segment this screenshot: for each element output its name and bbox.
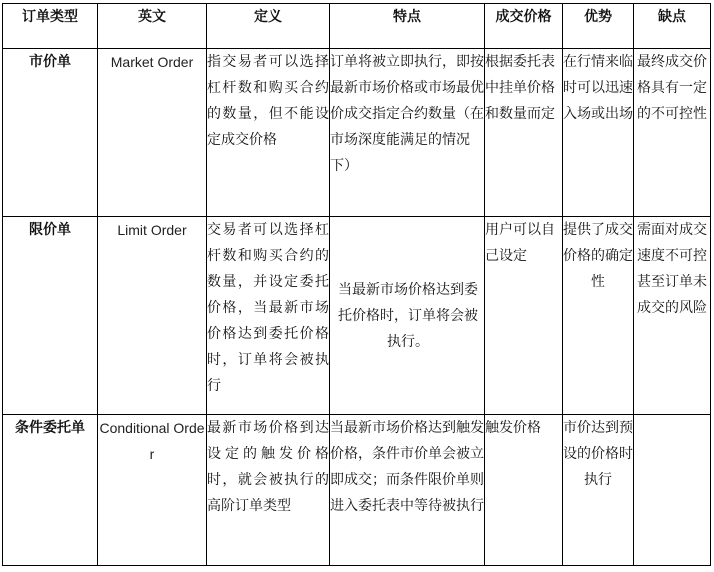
header-disadvantage: 缺点	[634, 4, 711, 49]
cell-feature: 订单将被立即执行，即按最新市场价格或市场最优价成交指定合约数量（在市场深度能满足的情况下）	[330, 49, 485, 217]
table-row	[3, 415, 711, 566]
header-definition: 定义	[207, 4, 330, 49]
header-order-type: 订单类型	[3, 4, 98, 49]
cell-english: Market Order	[98, 49, 207, 217]
header-english: 英文	[98, 4, 207, 49]
cell-english: Limit Order	[98, 217, 207, 415]
cell-definition: 最新市场价格到达设定的触发价格时，就会被执行的高阶订单类型	[207, 415, 330, 566]
cell-feature: 当最新市场价格达到触发价格，条件市价单会被立即成交；而条件限价单则进入委托表中等待被执行	[330, 415, 485, 566]
cell-disadvantage: 最终成交价格具有一定的不可控性	[634, 49, 711, 217]
table-row	[3, 217, 711, 415]
cell-advantage: 市价达到预设的价格时执行	[563, 415, 634, 566]
header-feature: 特点	[330, 4, 485, 49]
table-row	[3, 49, 711, 217]
cell-type: 条件委托单	[3, 415, 98, 566]
cell-price: 根据委托表中挂单价格和数量而定	[485, 49, 563, 217]
cell-type: 市价单	[3, 49, 98, 217]
cell-disadvantage: 需面对成交速度不可控甚至订单未成交的风险	[634, 217, 711, 415]
cell-feature: 当最新市场价格达到委托价格时，订单将会被执行。	[330, 217, 485, 415]
cell-advantage: 在行情来临时可以迅速入场或出场	[563, 49, 634, 217]
cell-english: Conditional Order	[98, 415, 207, 566]
cell-price: 用户可以自己设定	[485, 217, 563, 415]
order-types-table	[2, 3, 711, 566]
cell-definition: 交易者可以选择杠杆数和购买合约的数量，并设定委托价格，当最新市场价格达到委托价格时，订单将会被执行	[207, 217, 330, 415]
header-row	[3, 4, 711, 49]
cell-type: 限价单	[3, 217, 98, 415]
cell-advantage: 提供了成交价格的确定性	[563, 217, 634, 415]
cell-price: 触发价格	[485, 415, 563, 566]
header-price: 成交价格	[485, 4, 563, 49]
header-advantage: 优势	[563, 4, 634, 49]
cell-definition: 指交易者可以选择杠杆数和购买合约的数量，但不能设定成交价格	[207, 49, 330, 217]
cell-disadvantage	[634, 415, 711, 566]
